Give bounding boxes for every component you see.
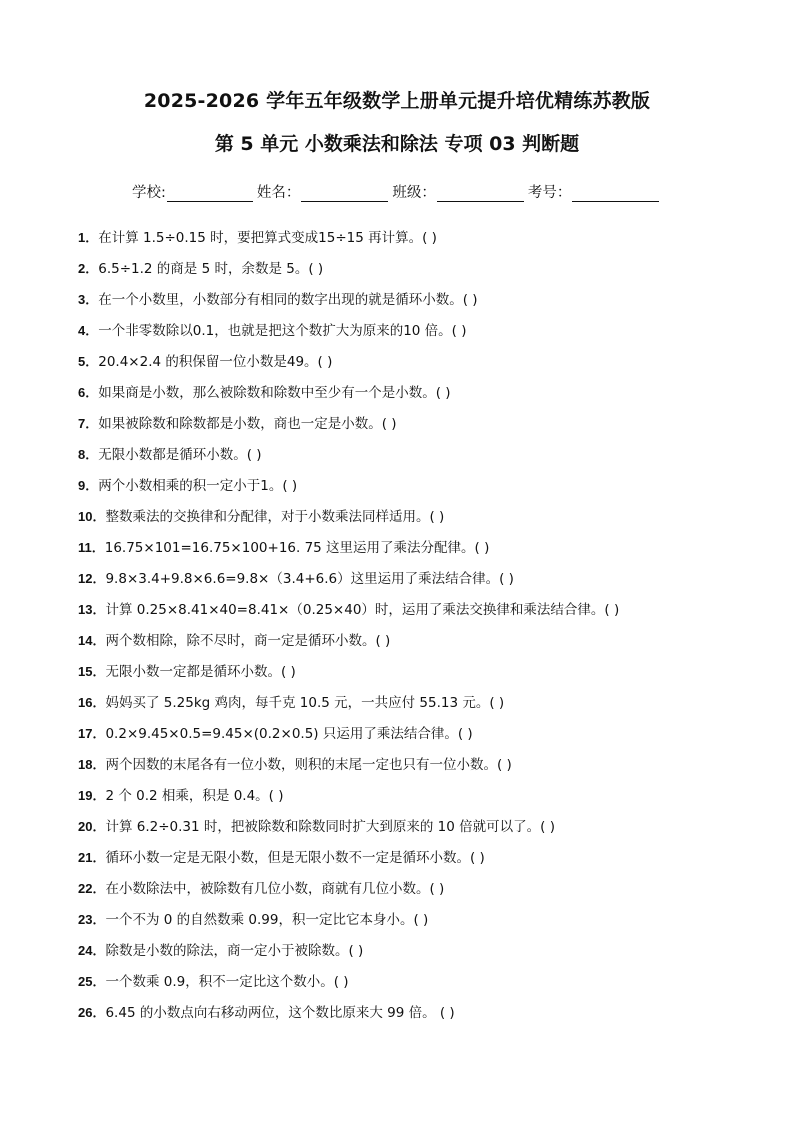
question-item bbox=[78, 414, 768, 445]
question-item bbox=[78, 817, 768, 848]
question-text: 在计算 1.5÷0.15 时，要把算式变成15÷15 再计算。( ) bbox=[98, 230, 437, 246]
question-item bbox=[78, 972, 768, 1003]
question-text: 2 个 0.2 相乘，积是 0.4。( ) bbox=[105, 788, 284, 804]
question-item bbox=[78, 538, 768, 569]
question-number: 24． bbox=[78, 943, 106, 958]
name-blank[interactable] bbox=[301, 185, 388, 202]
question-text: 一个非零数除以0.1，也就是把这个数扩大为原来的10 倍。( ) bbox=[98, 323, 467, 339]
question-number: 16． bbox=[78, 695, 106, 710]
question-number: 6． bbox=[78, 385, 99, 400]
page-subtitle: 第 5 单元 小数乘法和除法 专项 03 判断题 bbox=[214, 133, 580, 155]
question-text: 无限小数都是循环小数。( ) bbox=[98, 447, 262, 463]
question-item bbox=[78, 600, 768, 631]
question-item bbox=[78, 290, 768, 321]
name-label: 姓名： bbox=[256, 185, 301, 201]
question-list bbox=[78, 228, 768, 1034]
school-blank[interactable] bbox=[167, 185, 253, 202]
question-item bbox=[78, 1003, 768, 1034]
question-number: 8． bbox=[78, 447, 99, 462]
question-text: 整数乘法的交换律和分配律，对于小数乘法同样适用。( ) bbox=[105, 509, 445, 525]
question-text: 妈妈买了 5.25kg 鸡肉，每千克 10.5 元，一共应付 55.13 元。( ) bbox=[105, 695, 505, 711]
question-text: 在小数除法中，被除数有几位小数，商就有几位小数。( ) bbox=[105, 881, 445, 897]
question-number: 17． bbox=[78, 726, 106, 741]
question-text: 0.2×9.45×0.5=9.45×(0.2×0.5) 只运用了乘法结合律。( ) bbox=[105, 726, 473, 742]
question-number: 10． bbox=[78, 509, 106, 524]
question-number: 9． bbox=[78, 478, 99, 493]
question-item bbox=[78, 321, 768, 352]
exam-number-blank[interactable] bbox=[572, 185, 659, 202]
question-number: 19． bbox=[78, 788, 106, 803]
question-number: 23． bbox=[78, 912, 106, 927]
exam-number-label: 考号： bbox=[527, 185, 572, 201]
page-title: 2025-2026 学年五年级数学上册单元提升培优精练苏教版 bbox=[143, 90, 651, 112]
question-number: 21． bbox=[78, 850, 106, 865]
question-item bbox=[78, 259, 768, 290]
question-text: 6.5÷1.2 的商是 5 时，余数是 5。( ) bbox=[98, 261, 324, 277]
question-text: 除数是小数的除法，商一定小于被除数。( ) bbox=[105, 943, 364, 959]
student-info-row bbox=[132, 181, 663, 202]
question-text: 两个小数相乘的积一定小于1。( ) bbox=[98, 478, 298, 494]
question-number: 15． bbox=[78, 664, 106, 679]
question-item bbox=[78, 879, 768, 910]
question-number: 20． bbox=[78, 819, 106, 834]
question-item bbox=[78, 445, 768, 476]
question-item bbox=[78, 507, 768, 538]
question-item bbox=[78, 693, 768, 724]
question-text: 6.45 的小数点向右移动两位，这个数比原来大 99 倍。 ( ) bbox=[105, 1005, 455, 1021]
question-text: 一个数乘 0.9，积不一定比这个数小。( ) bbox=[105, 974, 349, 990]
question-text: 20.4×2.4 的积保留一位小数是49。( ) bbox=[98, 354, 333, 370]
class-label: 班级： bbox=[392, 185, 436, 201]
question-text: 计算 6.2÷0.31 时，把被除数和除数同时扩大到原来的 10 倍就可以了。( ) bbox=[105, 819, 555, 835]
question-text: 如果商是小数，那么被除数和除数中至少有一个是小数。( ) bbox=[98, 385, 451, 401]
question-number: 1． bbox=[78, 230, 99, 245]
question-number: 14． bbox=[78, 633, 106, 648]
class-blank[interactable] bbox=[437, 185, 524, 202]
question-number: 2． bbox=[78, 261, 99, 276]
question-text: 无限小数一定都是循环小数。( ) bbox=[105, 664, 296, 680]
question-text: 一个不为 0 的自然数乘 0.99，积一定比它本身小。( ) bbox=[105, 912, 429, 928]
question-number: 13． bbox=[78, 602, 106, 617]
question-item bbox=[78, 569, 768, 600]
question-number: 7． bbox=[78, 416, 99, 431]
question-number: 25． bbox=[78, 974, 106, 989]
question-item bbox=[78, 631, 768, 662]
question-item bbox=[78, 848, 768, 879]
question-text: 如果被除数和除数都是小数，商也一定是小数。( ) bbox=[98, 416, 397, 432]
question-item bbox=[78, 662, 768, 693]
question-number: 12． bbox=[78, 571, 106, 586]
question-text: 在一个小数里，小数部分有相同的数字出现的就是循环小数。( ) bbox=[98, 292, 478, 308]
question-item bbox=[78, 352, 768, 383]
question-item bbox=[78, 476, 768, 507]
question-item bbox=[78, 941, 768, 972]
question-text: 9.8×3.4+9.8×6.6=9.8×（3.4+6.6）这里运用了乘法结合律。( ) bbox=[105, 571, 514, 587]
question-text: 两个因数的末尾各有一位小数，则积的末尾一定也只有一位小数。( ) bbox=[105, 757, 512, 773]
question-number: 11． bbox=[78, 540, 105, 555]
question-item bbox=[78, 724, 768, 755]
question-number: 4． bbox=[78, 323, 99, 338]
question-text: 计算 0.25×8.41×40=8.41×（0.25×40）时，运用了乘法交换律和乘法结合律。( ) bbox=[105, 602, 620, 618]
question-item bbox=[78, 228, 768, 259]
question-item bbox=[78, 910, 768, 941]
question-item bbox=[78, 786, 768, 817]
question-number: 26． bbox=[78, 1005, 106, 1020]
question-number: 22． bbox=[78, 881, 106, 896]
question-number: 3． bbox=[78, 292, 99, 307]
question-text: 16.75×101=16.75×100+16. 75 这里运用了乘法分配律。( ) bbox=[104, 540, 490, 556]
question-item bbox=[78, 755, 768, 786]
question-number: 5． bbox=[78, 354, 99, 369]
question-item bbox=[78, 383, 768, 414]
question-number: 18． bbox=[78, 757, 106, 772]
question-text: 两个数相除，除不尽时，商一定是循环小数。( ) bbox=[105, 633, 391, 649]
question-text: 循环小数一定是无限小数，但是无限小数不一定是循环小数。( ) bbox=[105, 850, 485, 866]
school-label: 学校: bbox=[132, 185, 166, 201]
